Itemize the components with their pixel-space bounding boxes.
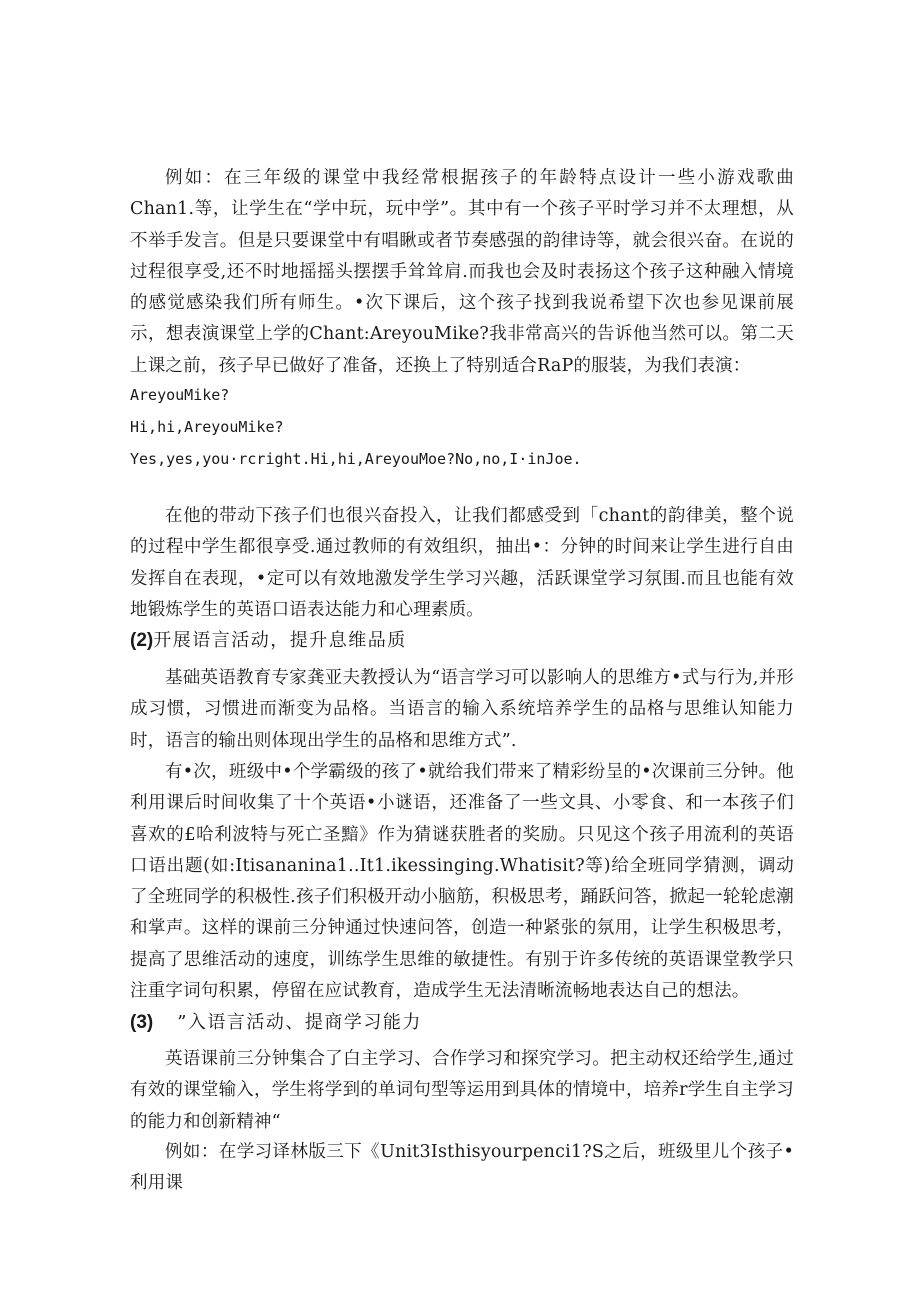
paragraph-chant-effect: 在他的带动下孩子们也很兴奋投入，让我们都感受到「chant的韵律美，整个说的过程中学生都很享受.通过教师的有效组织，抽出•：分钟的时间来让学生进行自由发挥自在表现，•定可以有效地激发学生学习兴趣，活跃课堂学习氛围.而且也能有效地锻炼学生的英语口语表达能力和心理素质。 [130, 506, 794, 620]
paragraph-three-minutes-learning: 英语课前三分钟集合了白主学习、合作学习和探究学习。把主动权还给学生,通过有效的课堂输入，学生将学到的单词句型等运用到具体的情境中，培养r学生自主学习的能力和创新精神“ [130, 1049, 794, 1132]
section-heading-2-title: 开展语言活动，提升息维品质 [153, 630, 407, 651]
section-heading-2 [130, 628, 407, 654]
section-heading-2-number: (2) [130, 630, 154, 651]
paragraph-gong-yafu-quote: 基础英语教育专家龚亚夫教授认为“语言学习可以影响人的思维方•式与行为,并形成习惯，习惯进而渐变为品格。当语言的输入系统培养学生的品格与思维认知能力时，语言的输出则体现出学生的品格和思维方式”. [130, 668, 794, 751]
section-heading-3 [130, 1010, 422, 1036]
chant-line-3: Yes,yes,you·rcright.Hi,hi,AreyouMoe?No,no,I·inJoe. [130, 450, 582, 468]
chant-line-2: Hi,hi,AreyouMike? [130, 418, 284, 436]
paragraph-top-student-riddles: 有•次，班级中•个学霸级的孩了•就给我们带来了精彩纷呈的•次课前三分钟。他利用课后时间收集了十个英语•小谜语，还准备了一些文具、小零食、和一本孩子们喜欢的£哈利波特与死亡圣黯》作为猜谜获胜者的奖励。只见这个孩子用流利的英语口语出题(如:Itisananina1..It1.ikessinging.Whatisit?等)给全班同学猜测，调动了全班同学的积极性.孩子们积极开动小脑筋，积极思考，踊跃问答，掀起一轮轮虑潮和掌声。这样的课前三分钟通过快速问答，创造一种紧张的氛用，让学生积极思考，提高了思维活动的速度，训练学生思维的敏捷性。有别于许多传统的英语课堂教学只注重字词句积累，停留在应试教育，造成学生无法清晰流畅地表达自己的想法。 [130, 762, 794, 1002]
section-heading-3-title: ”入语言活动、提商学习能力 [177, 1012, 422, 1033]
section-heading-3-number: (3) [130, 1012, 154, 1033]
chant-line-1: AreyouMike? [130, 386, 230, 404]
paragraph-unit3-example: 例如：在学习译林版三下《Unit3Isthisyourpenci1?S之后，班级里儿个孩子•利用课 [130, 1142, 794, 1194]
paragraph-example-grade3: 例如：在三年级的课堂中我经常根据孩子的年龄特点设计一些小游戏歌曲Chan1.等，让学生在“学中玩，玩中学”。其中有一个孩子平时学习并不太理想，从不举手发言。但是只要课堂中有唱瞅或者节奏感强的韵律诗等，就会很兴奋。在说的过程很享受,还不时地摇摇头摆摆手耸耸肩.而我也会及时表扬这个孩子这种融入情境的感觉感染我们所有师生。•次下课后，这个孩子找到我说希望下次也参见课前展示，想表演课堂上学的Chant:AreyouMike?我非常高兴的告诉他当然可以。第二天上课之前，孩子早已做好了准备，还换上了特别适合RaP的服装，为我们表演： [130, 168, 794, 376]
